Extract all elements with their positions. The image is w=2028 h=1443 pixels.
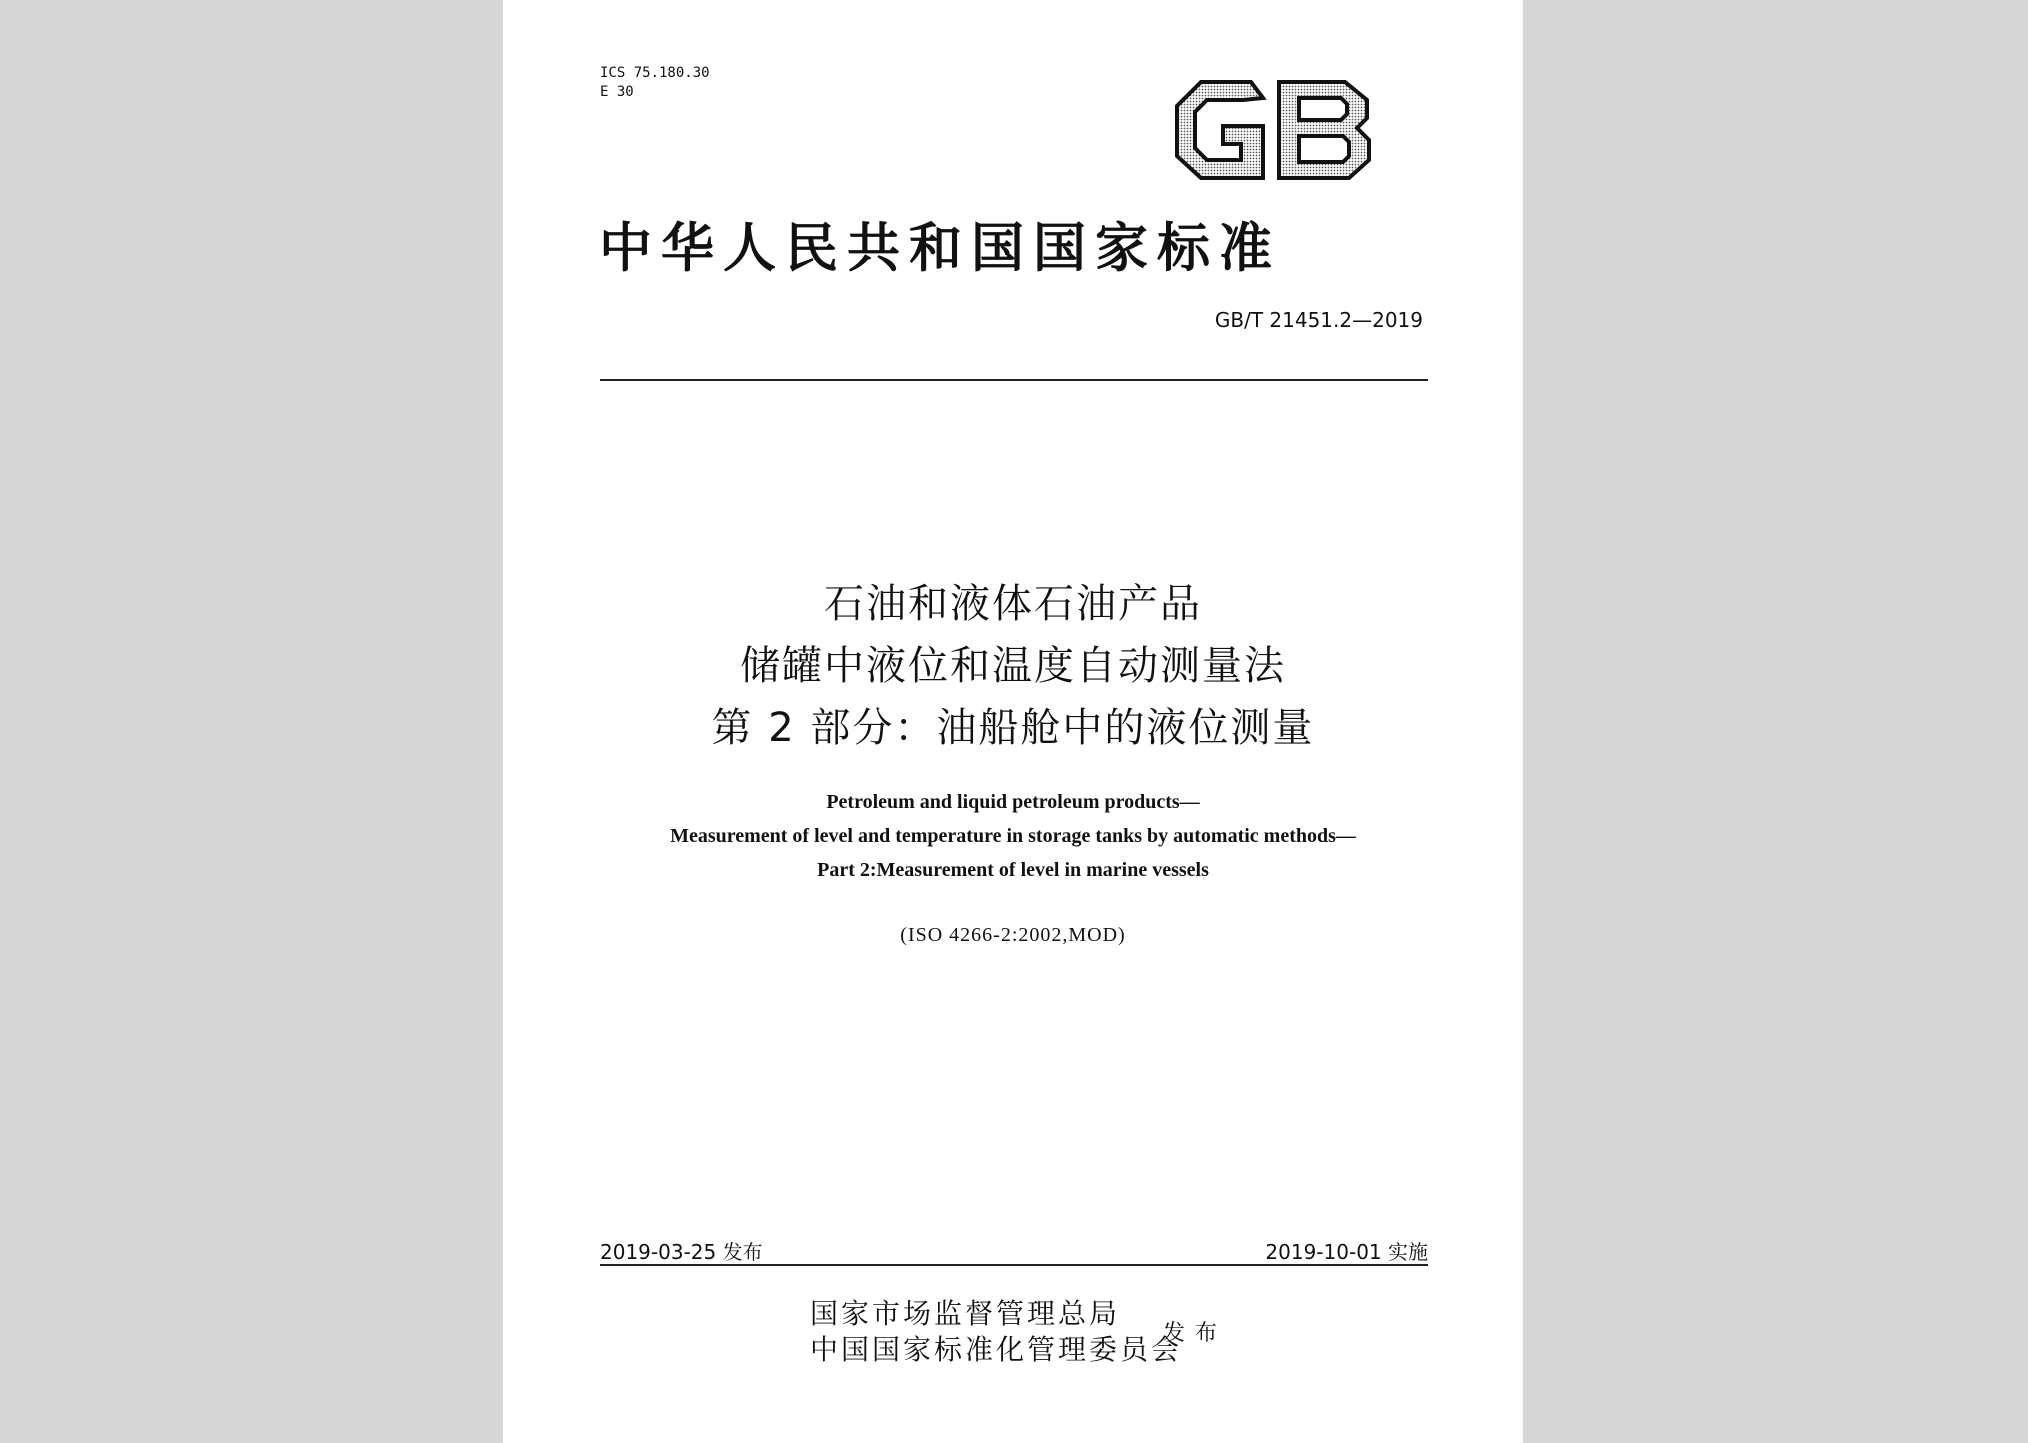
gb-logo-icon [1171,76,1377,184]
issue-date: 2019-03-25 发布 [600,1240,763,1264]
ccs-code: E 30 [600,84,634,100]
top-divider [600,379,1428,381]
chinese-title-line-1: 石油和液体石油产品 [824,581,1202,627]
standard-cover-page [503,0,1523,1443]
implementation-date: 2019-10-01 实施 [1265,1240,1428,1264]
publishers [810,1296,1182,1368]
english-title-line-2: Measurement of level and temperature in storage tanks by automatic methods— [670,825,1356,847]
ics-code: ICS 75.180.30 [600,65,710,81]
chinese-title-line-2: 储罐中液位和温度自动测量法 [740,643,1286,689]
chinese-title-line-3: 第 2 部分：油船舱中的液位测量 [711,705,1315,751]
classification-codes [600,64,710,102]
english-title-line-1: Petroleum and liquid petroleum products— [826,791,1200,813]
publisher-samr: 国家市场监督管理总局 [810,1297,1121,1330]
english-title-line-3: Part 2:Measurement of level in marine vessels [817,859,1209,881]
publish-label: 发布 [1163,1321,1228,1346]
national-standard-title: 中华人民共和国国家标准 [599,217,1281,279]
adoption-reference: (ISO 4266-2:2002,MOD) [900,924,1126,946]
standard-number: GB/T 21451.2—2019 [1214,308,1423,332]
publisher-sac: 中国国家标准化管理委员会 [810,1333,1183,1366]
bottom-divider [600,1264,1428,1266]
